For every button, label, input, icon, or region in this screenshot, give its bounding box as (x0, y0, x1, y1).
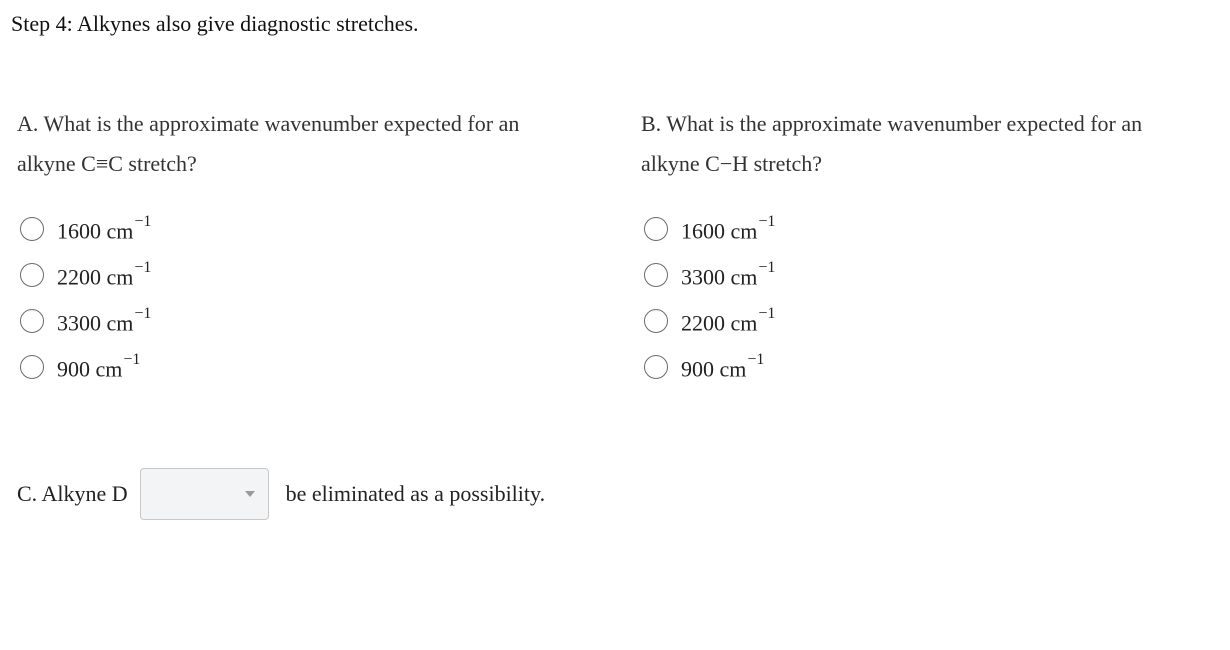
question-a-option[interactable] (17, 298, 151, 344)
question-a-options (17, 206, 151, 390)
question-a-option[interactable] (17, 344, 151, 390)
question-c-suffix: be eliminated as a possibility. (285, 480, 546, 506)
option-label: 2200 $cm^{-1}$ (681, 305, 776, 336)
option-label: 900 $cm^{-1}$ (57, 351, 141, 382)
step-title: Step 4: Alkynes also give diagnostic stretches. (11, 11, 419, 36)
radio-unchecked-icon[interactable] (644, 263, 668, 287)
question-b-options (641, 206, 775, 390)
question-b-line-1: B. What is the approximate wavenumber expected for an (641, 111, 1143, 136)
question-b (641, 104, 1221, 382)
question-a-option[interactable] (17, 206, 151, 252)
can-cannot-dropdown[interactable] (140, 468, 269, 520)
question-a-line-1: A. What is the approximate wavenumber expected for an (17, 111, 520, 136)
option-label: 2200 $cm^{-1}$ (57, 259, 152, 290)
option-label: 1600 $cm^{-1}$ (681, 213, 776, 244)
radio-unchecked-icon[interactable] (20, 309, 44, 333)
question-b-option[interactable] (641, 206, 775, 252)
chevron-down-icon[interactable] (245, 491, 255, 497)
radio-unchecked-icon[interactable] (20, 217, 44, 241)
radio-unchecked-icon[interactable] (644, 355, 668, 379)
question-a-line-2: alkyne C≡C stretch? (17, 151, 197, 176)
question-b-option[interactable] (641, 252, 775, 298)
question-c (17, 467, 545, 520)
option-label: 3300 $cm^{-1}$ (57, 305, 152, 336)
radio-unchecked-icon[interactable] (20, 263, 44, 287)
question-b-option[interactable] (641, 344, 775, 390)
radio-unchecked-icon[interactable] (20, 355, 44, 379)
option-label: 1600 $cm^{-1}$ (57, 213, 152, 244)
option-label: 900 $cm^{-1}$ (681, 351, 765, 382)
question-a (17, 104, 597, 382)
option-label: 3300 $cm^{-1}$ (681, 259, 776, 290)
radio-unchecked-icon[interactable] (644, 309, 668, 333)
radio-unchecked-icon[interactable] (644, 217, 668, 241)
question-b-line-2: alkyne C−H stretch? (641, 151, 823, 176)
question-a-option[interactable] (17, 252, 151, 298)
question-c-prefix: C. Alkyne D (17, 480, 128, 506)
question-b-option[interactable] (641, 298, 775, 344)
